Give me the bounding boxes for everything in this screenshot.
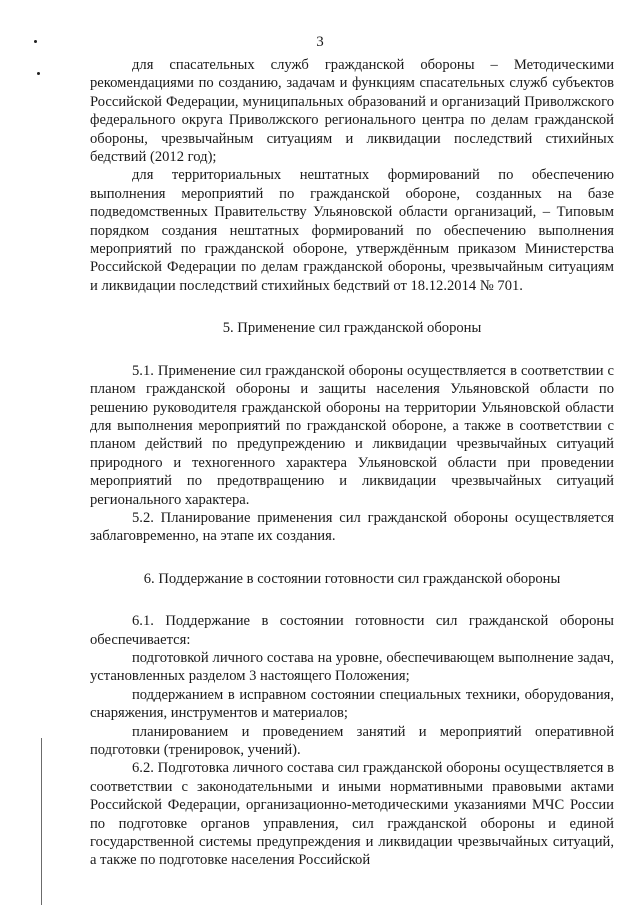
paragraph-territorial-formations: для территориальных нештатных формирований по обеспечению выполнения мероприятий по гражданской обороне, созданных на базе подведомственных Правительству Ульяновской области организаций, – Типовым порядком создания нештатных формирований по обеспечению выполнения мероприятий по гражданской обороне, утверждённым приказом Министерства Российской Федерации по делам гражданской обороны, чрезвычайным ситуациям и ликвидации последствий стихийных бедствий от 18.12.2014 № 701. xyxy=(90,167,614,294)
section-5-heading: 5. Применение сил гражданской обороны xyxy=(222,320,482,337)
paragraph-6-1-training: подготовкой личного состава на уровне, обеспечивающем выполнение задач, установленных разделом 3 настоящего Положения; xyxy=(90,649,614,685)
paragraph-5-2: 5.2. Планирование применения сил гражданской обороны осуществляется заблаговременно, на этапе их создания. xyxy=(90,509,614,545)
scan-mark xyxy=(37,72,40,75)
document-body xyxy=(90,56,614,870)
page-number: 3 xyxy=(316,34,324,50)
paragraph-6-1-exercises: планированием и проведением занятий и мероприятий оперативной подготовки (тренировок, учений). xyxy=(90,723,614,758)
paragraph-6-1-equipment: поддержанием в исправном состоянии специальных техники, оборудования, снаряжения, инструментов и материалов; xyxy=(90,686,614,722)
paragraph-rescue-services: для спасательных служб гражданской обороны – Методическими рекомендациями по созданию, задачам и функциям спасательных служб субъектов Российской Федерации, муниципальных образований и организаций Приволжского федерального округа Приволжского регионального центра по делам гражданской обороны, чрезвычайным ситуациям и ликвидации последствий стихийных бедствий (2012 год); xyxy=(90,57,614,166)
margin-line xyxy=(41,738,42,905)
scan-mark xyxy=(34,40,37,43)
paragraph-6-2: 6.2. Подготовка личного состава сил гражданской обороны осуществляется в соответствии с законодательными и иными нормативными правовыми актами Российской Федерации, организационно-методическими указаниями МЧС России по подготовке органов управления, сил гражданской обороны и единой государственной системы предупреждения и ликвидации чрезвычайных ситуаций, а также по подготовке населения Российской xyxy=(90,760,614,869)
paragraph-6-1: 6.1. Поддержание в состоянии готовности сил гражданской обороны обеспечивается: xyxy=(90,613,614,648)
section-6-heading: 6. Поддержание в состоянии готовности сил гражданской обороны xyxy=(143,570,561,587)
paragraph-5-1: 5.1. Применение сил гражданской обороны осуществляется в соответствии с планом гражданской обороны и защиты населения Ульяновской области по решению руководителя гражданской обороны на территории Ульяновской области для выполнения мероприятий по гражданской обороне, а также в соответствии с планом действий по предупреждению и ликвидации чрезвычайных ситуаций природного и техногенного характера Ульяновской области при проведении мероприятий по предотвращению и ликвидации чрезвычайных ситуаций регионального характера. xyxy=(90,362,614,508)
